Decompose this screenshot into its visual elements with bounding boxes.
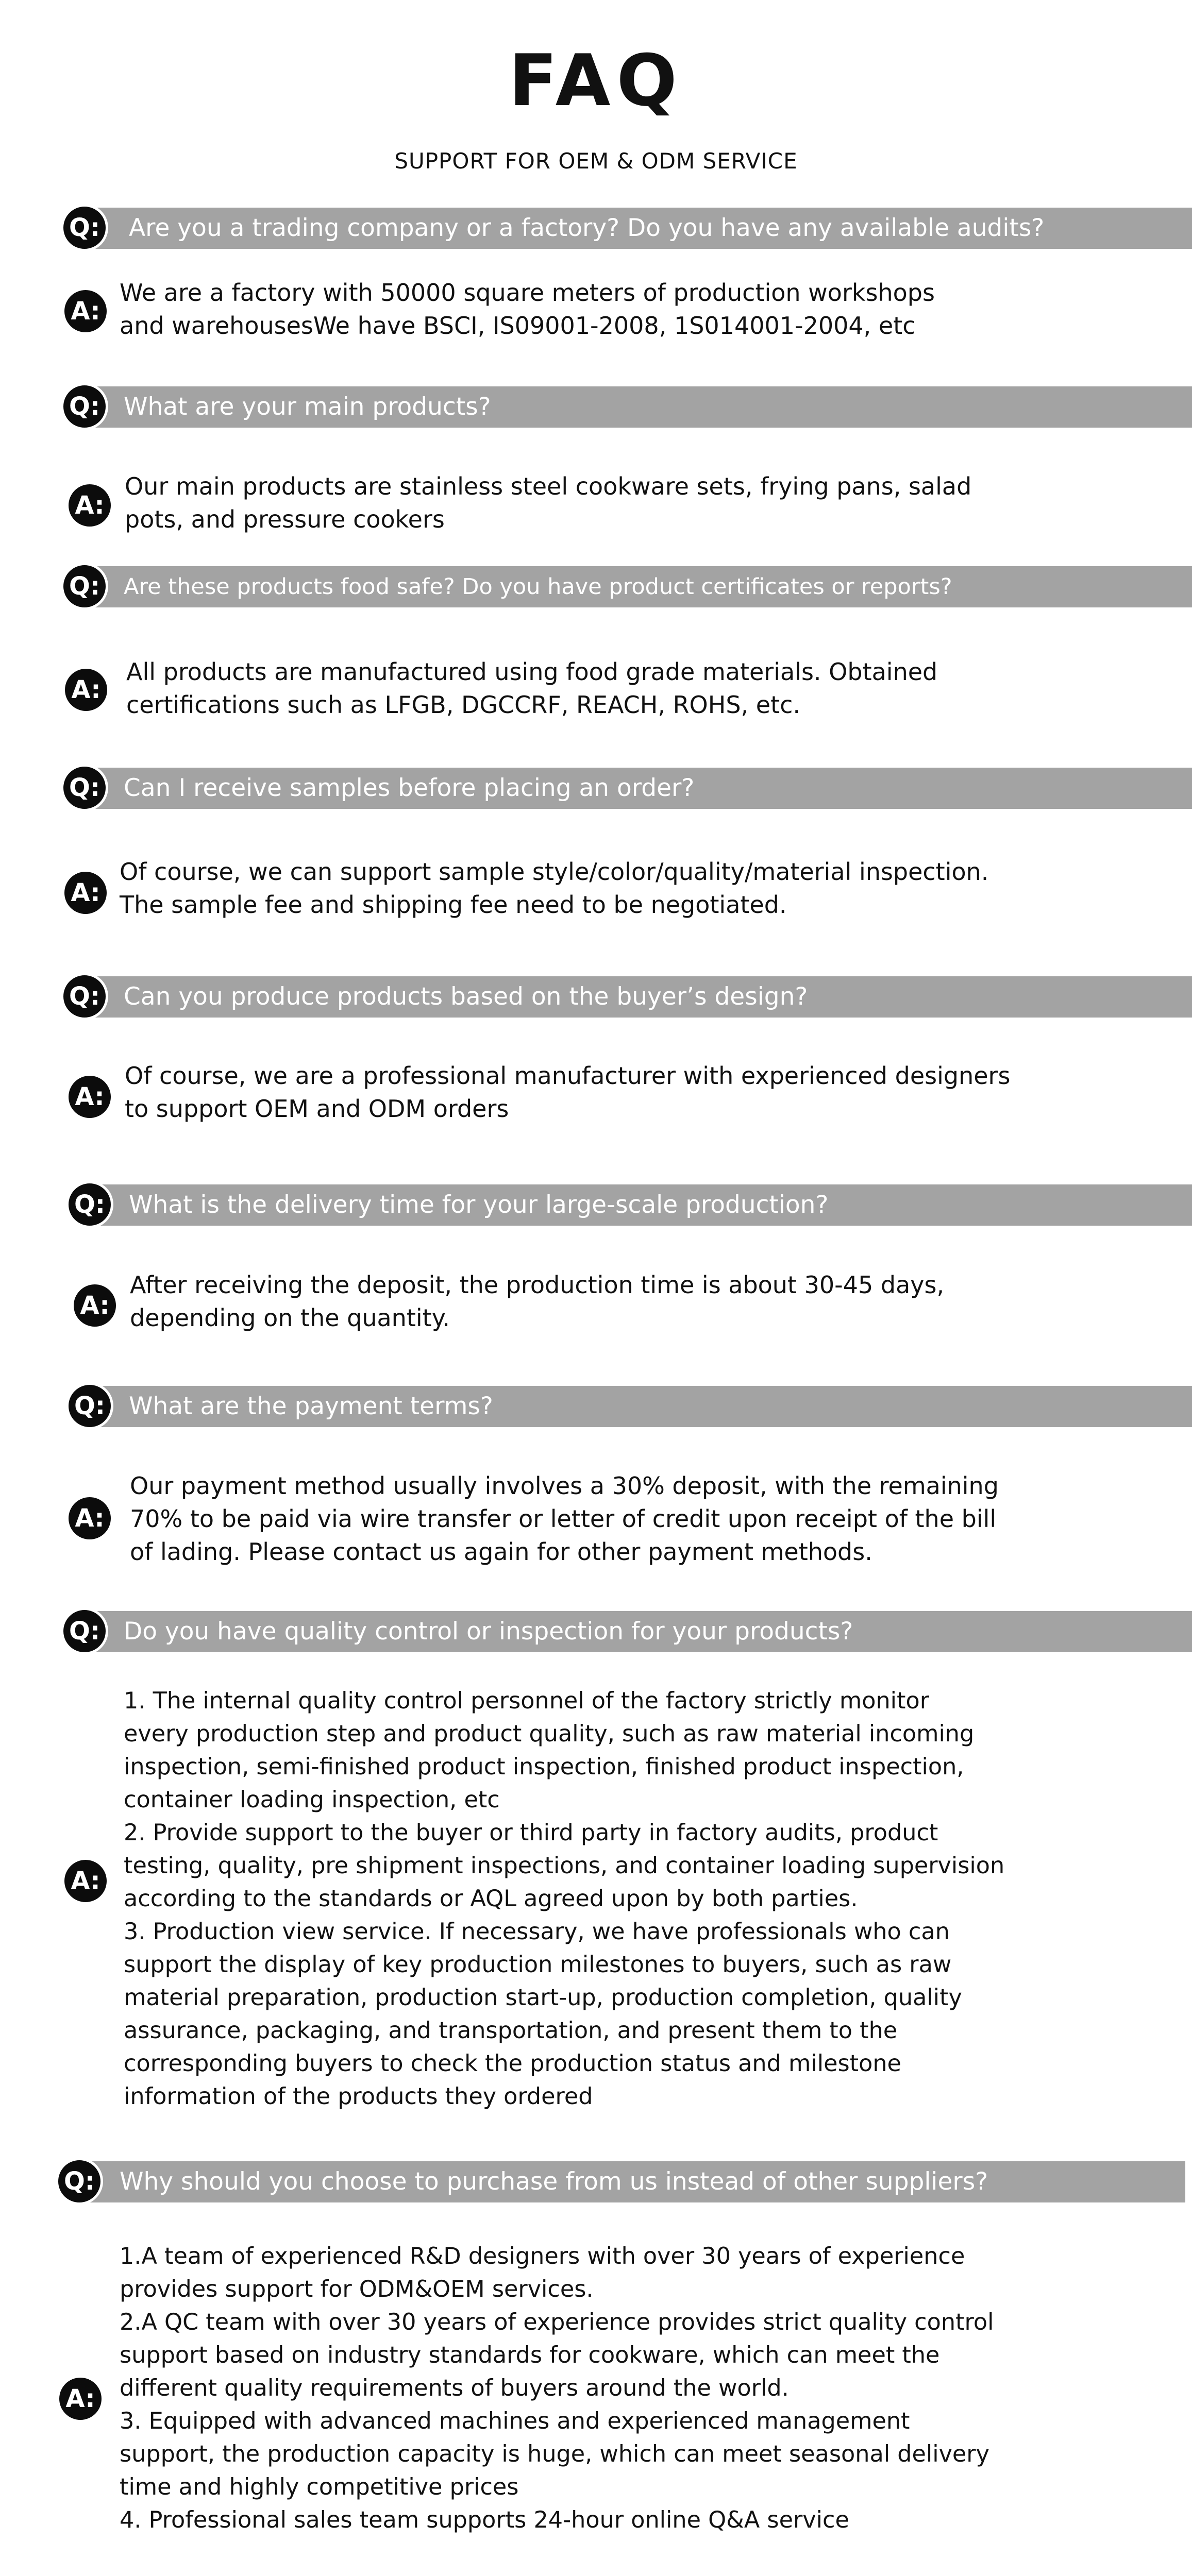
page-title: FAQ	[509, 39, 683, 122]
q-icon: Q:	[61, 204, 108, 251]
question-text: What is the delivery time for your large-scale production?	[129, 1191, 829, 1219]
question-bar	[88, 976, 1192, 1018]
answer-text: 1.A team of experienced R&D designers with over 30 years of experience provides support for ODM&OEM services. 2.A QC team with over 30 years of experience provides strict quality control support based on industry standards for cookware, which can meet the different quality requirements of buyers around the world. 3. Equipped with advanced machines and experienced management support, the production capacity is huge, which can meet seasonal delivery time and highly competitive prices 4. Professional sales team supports 24-hour online Q&A service	[120, 2243, 994, 2533]
page-subtitle: SUPPORT FOR OEM & ODM SERVICE	[394, 148, 798, 174]
question-bar	[88, 768, 1192, 809]
answer-text: After receiving the deposit, the production time is about 30-45 days, depending on the quantity.	[130, 1271, 945, 1332]
a-icon: A:	[65, 669, 107, 711]
q-icon: Q:	[61, 764, 108, 811]
question-bar	[82, 2161, 1185, 2202]
question-text: Can I receive samples before placing an order?	[124, 774, 695, 802]
a-icon: A:	[64, 872, 107, 914]
question-text: Are these products food safe? Do you have product certificates or reports?	[124, 574, 952, 600]
a-icon: A:	[59, 2378, 102, 2420]
question-bar	[93, 1184, 1192, 1226]
answer-text: All products are manufactured using food grade materials. Obtained certifications such as LFGB, DGCCRF, REACH, ROHS, etc.	[126, 658, 938, 719]
question-bar	[88, 566, 1192, 607]
question-text: Why should you choose to purchase from us instead of other suppliers?	[120, 2167, 988, 2196]
answer-text: Of course, we are a professional manufacturer with experienced designers to support OEM and ODM orders	[125, 1062, 1011, 1123]
q-icon: Q:	[61, 563, 108, 610]
question-text: What are the payment terms?	[129, 1392, 493, 1420]
question-text: Can you produce products based on the buyer’s design?	[124, 982, 808, 1011]
question-text: What are your main products?	[124, 393, 491, 421]
q-icon: Q:	[61, 1607, 108, 1655]
a-icon: A:	[69, 484, 111, 527]
a-icon: A:	[64, 290, 107, 332]
answer-text: Our payment method usually involves a 30% deposit, with the remaining 70% to be paid via wire transfer or letter of credit upon receipt of the bill of lading. Please contact us again for other payment methods.	[130, 1472, 999, 1566]
question-text: Are you a trading company or a factory? Do you have any available audits?	[129, 214, 1045, 242]
answer-text: Our main products are stainless steel cookware sets, frying pans, salad pots, and pressure cookers	[125, 472, 972, 533]
question-bar	[88, 1611, 1192, 1652]
question-bar	[88, 208, 1192, 249]
q-icon: Q:	[66, 1181, 113, 1228]
a-icon: A:	[64, 1860, 107, 1902]
a-icon: A:	[69, 1497, 111, 1539]
a-icon: A:	[74, 1284, 116, 1327]
answer-text: Of course, we can support sample style/color/quality/material inspection. The sample fee and shipping fee need to be negotiated.	[120, 858, 989, 919]
q-icon: Q:	[61, 383, 108, 430]
answer-text: 1. The internal quality control personnel of the factory strictly monitor every production step and product quality, such as raw material incoming inspection, semi-finished product inspection, finished product inspection, container loading inspection, etc 2. Provide support to the buyer or third party in factory audits, product testing, quality, pre shipment inspections, and container loading supervision according to the standards or AQL agreed upon by both parties. 3. Production view service. If necessary, we have professionals who can support the display of key production milestones to buyers, such as raw material preparation, production start-up, production completion, quality assurance, packaging, and transportation, and present them to the corresponding buyers to check the production status and milestone information of the products they ordered	[124, 1688, 1005, 2110]
answer-text: We are a factory with 50000 square meters of production workshops and warehousesWe have BSCI, IS09001-2008, 1S014001-2004, etc	[120, 279, 935, 340]
question-bar	[88, 1386, 1192, 1427]
a-icon: A:	[69, 1076, 111, 1118]
q-icon: Q:	[61, 973, 108, 1020]
q-icon: Q:	[56, 2158, 103, 2205]
question-text: Do you have quality control or inspection for your products?	[124, 1617, 853, 1646]
q-icon: Q:	[66, 1382, 113, 1430]
question-bar	[88, 386, 1192, 428]
